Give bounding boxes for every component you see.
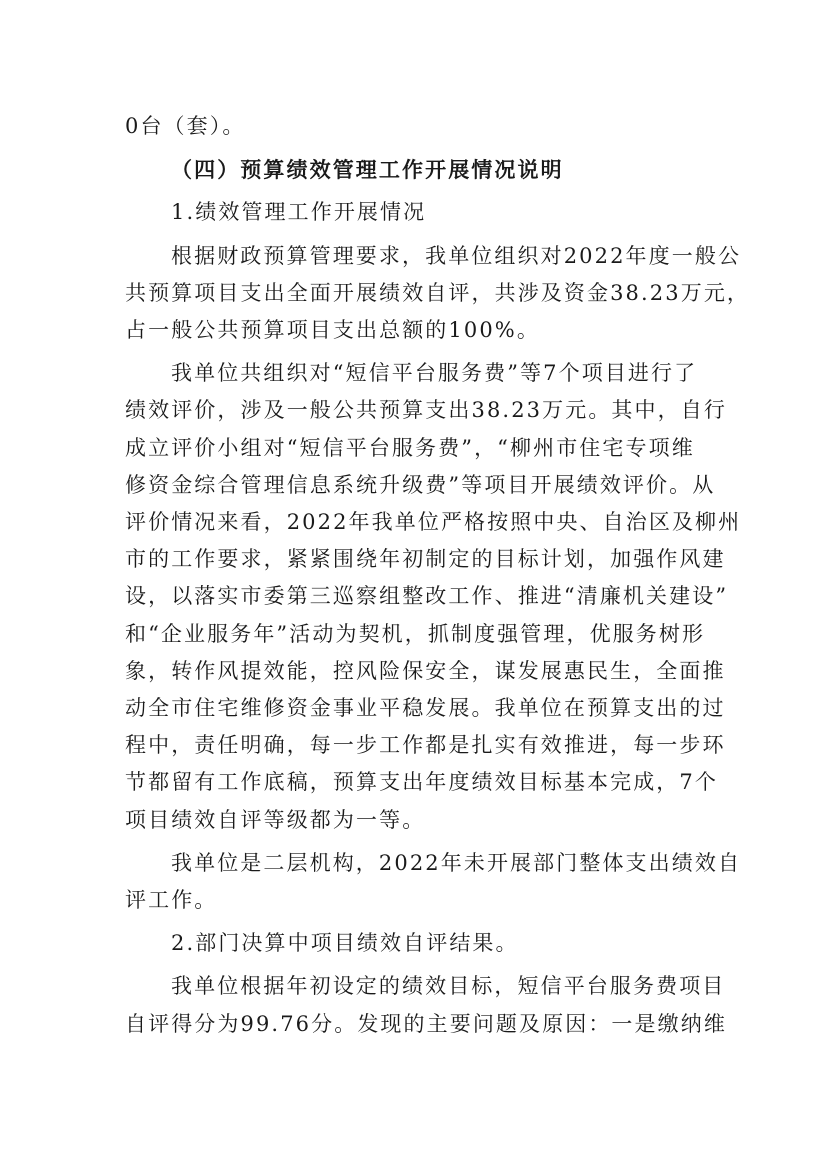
- text-line: 和“企业服务年”活动为契机，抓制度强管理，优服务树形: [125, 621, 706, 646]
- text-line: 根据财政预算管理要求，我单位组织对2022年度一般公: [171, 243, 742, 268]
- text-line: 评价情况来看，2022年我单位严格按照中央、自治区及柳州: [125, 510, 742, 535]
- subsection-heading: [125, 925, 705, 962]
- text-line: 市的工作要求，紧紧围绕年初制定的目标计划，加强作风建: [125, 547, 726, 572]
- text-line: 设，以落实市委第三巡察组整改工作、推进“清廉机关建设”: [125, 584, 729, 609]
- text-line: 评工作。: [125, 888, 218, 913]
- paragraph: [125, 845, 742, 919]
- text-line: 自评得分为99.76分。发现的主要问题及原因：一是缴纳维: [125, 1011, 727, 1036]
- text-line: 节都留有工作底稿，预算支出年度绩效目标基本完成，7个: [125, 770, 718, 795]
- text-line: 象，转作风提效能，控风险保安全，谋发展惠民生，全面推: [125, 658, 726, 683]
- section-heading: [125, 151, 705, 188]
- text-line: 0台（套）。: [125, 114, 246, 138]
- subsection-heading: [125, 194, 705, 231]
- text-line: （四）预算绩效管理工作开展情况说明: [171, 157, 564, 183]
- text-line: 成立评价小组对“短信平台服务费”，“柳州市住宅专项维: [125, 435, 695, 460]
- text-line: 我单位共组织对“短信平台服务费”等7个项目进行了: [171, 361, 698, 386]
- paragraph: [125, 238, 751, 350]
- text-line: 修资金综合管理信息系统升级费”等项目开展绩效评价。从: [125, 472, 716, 497]
- text-line: 项目绩效自评等级都为一等。: [125, 807, 426, 832]
- text-line: 1.绩效管理工作开展情况: [171, 200, 427, 225]
- text-line: 程中，责任明确，每一步工作都是扎实有效推进，每一步环: [125, 733, 726, 758]
- text-line: 绩效评价，涉及一般公共预算支出38.23万元。其中，自行: [125, 398, 727, 423]
- text-line: 共预算项目支出全面开展绩效自评，共涉及资金38.23万元，: [125, 280, 751, 305]
- paragraph: [125, 968, 727, 1042]
- document-body: [125, 108, 751, 1043]
- text-line: 动全市住宅维修资金事业平稳发展。我单位在预算支出的过: [125, 696, 726, 721]
- paragraph: [125, 355, 742, 839]
- paragraph-continuation: [125, 108, 705, 145]
- text-line: 占一般公共预算项目支出总额的100%。: [125, 318, 540, 343]
- text-line: 2.部门决算中项目绩效自评结果。: [171, 931, 519, 956]
- text-line: 我单位根据年初设定的绩效目标，短信平台服务费项目: [171, 974, 726, 999]
- text-line: 我单位是二层机构，2022年未开展部门整体支出绩效自: [171, 850, 742, 875]
